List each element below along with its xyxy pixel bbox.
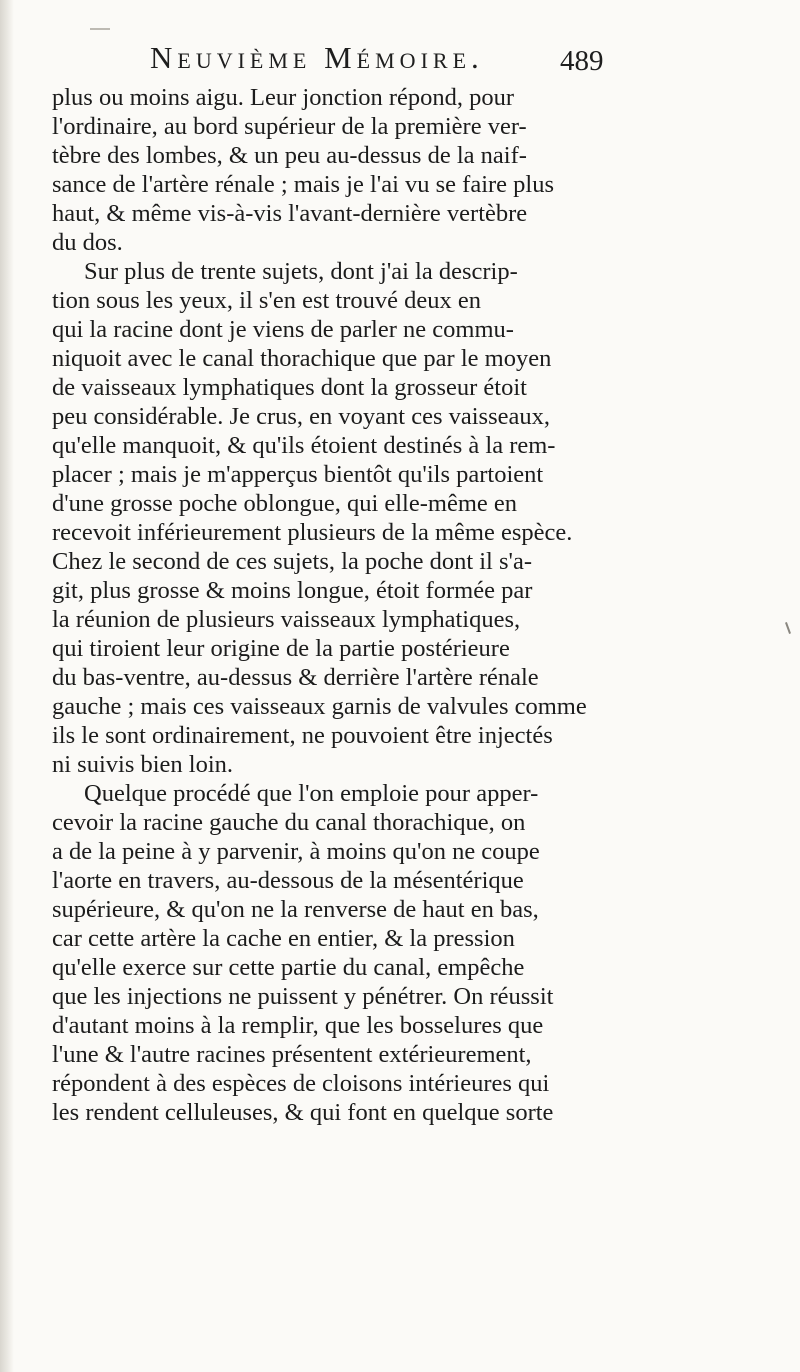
running-title: Neuvième Mémoire. [150, 40, 484, 75]
text-line: l'ordinaire, au bord supérieur de la première ver- [52, 113, 527, 140]
text-line: d'autant moins à la remplir, que les bosselures que [52, 1012, 544, 1039]
page-header [150, 40, 780, 84]
text-line: cevoir la racine gauche du canal thorachique, on [52, 809, 526, 836]
text-line: haut, & même vis-à-vis l'avant-dernière vertèbre [52, 200, 528, 227]
text-line: tion sous les yeux, il s'en est trouvé deux en [52, 287, 482, 314]
text-line: les rendent celluleuses, & qui font en quelque sorte [52, 1099, 554, 1126]
body-text [52, 83, 772, 1127]
text-line: du dos. [52, 229, 123, 256]
text-line: d'une grosse poche oblongue, qui elle-même en [52, 490, 518, 517]
text-line: niquoit avec le canal thorachique que par le moyen [52, 345, 552, 372]
text-line: tèbre des lombes, & un peu au-dessus de la naif- [52, 142, 527, 169]
text-line: Chez le second de ces sujets, la poche dont il s'a- [52, 548, 532, 575]
paragraph-start-line: Sur plus de trente sujets, dont j'ai la descrip- [84, 258, 518, 285]
text-line: supérieure, & qu'on ne la renverse de haut en bas, [52, 896, 539, 923]
text-line: qu'elle exerce sur cette partie du canal, empêche [52, 954, 525, 981]
text-line: l'aorte en travers, au-dessous de la mésentérique [52, 867, 524, 894]
text-line: qui la racine dont je viens de parler ne commu- [52, 316, 514, 343]
text-line: de vaisseaux lymphatiques dont la grosseur étoit [52, 374, 527, 401]
page-number: 489 [560, 45, 604, 77]
text-line: ni suivis bien loin. [52, 751, 234, 778]
text-line: sance de l'artère rénale ; mais je l'ai vu se faire plus [52, 171, 554, 198]
text-line: plus ou moins aigu. Leur jonction répond, pour [52, 84, 515, 111]
text-line: du bas-ventre, au-dessus & derrière l'artère rénale [52, 664, 539, 691]
paragraph-start-line: Quelque procédé que l'on emploie pour apper- [84, 780, 539, 807]
text-line: git, plus grosse & moins longue, étoit formée par [52, 577, 533, 604]
text-line: gauche ; mais ces vaisseaux garnis de valvules comme [52, 693, 587, 720]
text-line: ils le sont ordinairement, ne pouvoient être injectés [52, 722, 553, 749]
text-line: car cette artère la cache en entier, & la pression [52, 925, 515, 952]
margin-mark [785, 622, 791, 634]
text-line: que les injections ne puissent y pénétrer. On réussit [52, 983, 554, 1010]
text-line: répondent à des espèces de cloisons intérieures qui [52, 1070, 550, 1097]
text-line: l'une & l'autre racines présentent extérieurement, [52, 1041, 532, 1068]
printer-mark [90, 28, 110, 30]
text-line: qu'elle manquoit, & qu'ils étoient destinés à la rem- [52, 432, 556, 459]
text-line: a de la peine à y parvenir, à moins qu'on ne coupe [52, 838, 540, 865]
text-line: recevoit inférieurement plusieurs de la même espèce. [52, 519, 573, 546]
binding-edge-shadow [0, 0, 14, 1372]
text-line: qui tiroient leur origine de la partie postérieure [52, 635, 510, 662]
text-line: peu considérable. Je crus, en voyant ces vaisseaux, [52, 403, 550, 430]
text-line: la réunion de plusieurs vaisseaux lymphatiques, [52, 606, 521, 633]
text-line: placer ; mais je m'apperçus bientôt qu'ils partoient [52, 461, 544, 488]
